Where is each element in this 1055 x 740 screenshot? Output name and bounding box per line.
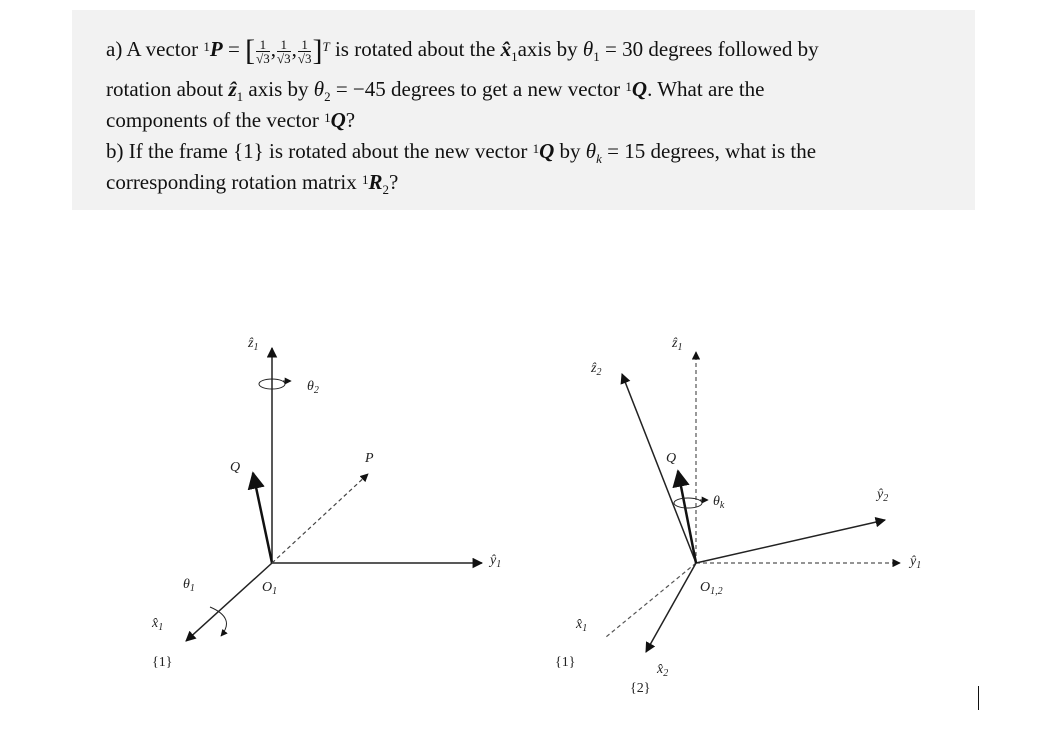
- right-x1-axis: [606, 563, 696, 637]
- left-o1-label: $O_1$: [262, 580, 278, 597]
- fraction-3: $\frac{1}{√3}$: [297, 36, 312, 66]
- right-y2-axis: [696, 520, 885, 563]
- problem-line-b1: b) If the frame {1} is rotated about the new vector $^1$Q by $\theta_k = 15$ degrees, what is the: [106, 139, 817, 167]
- problem-line-b2: corresponding rotation matrix $^1R_2$?: [106, 170, 399, 198]
- right-thetak-label: $\theta_k$: [713, 494, 725, 511]
- problem-line-a1: a) A vector $^1$P = [ $\frac{1}{√3}$ , $\frac{1}{√3}$ , $\frac{1}{√3}$ ]$^T$ is rotated about the $x̂_1axis$ by $\theta_1 = 30$ degrees followed by: [106, 34, 819, 68]
- right-x2-axis: [646, 563, 696, 652]
- right-x2-label: $x̂_2$: [657, 662, 669, 679]
- right-y2-label: $ŷ_2$: [877, 487, 889, 504]
- right-z1-label: ẑ$_1$: [672, 336, 683, 353]
- right-bracket: ]: [312, 34, 323, 68]
- right-x1-label: $x̂_1$: [576, 617, 588, 634]
- right-frame1-label: {1}: [555, 655, 576, 670]
- right-o12-label: $O_{1,2}$: [700, 580, 723, 597]
- fraction-2: $\frac{1}{√3}$: [276, 36, 291, 66]
- right-frame2-label: {2}: [630, 681, 651, 696]
- left-diagram: [151, 336, 501, 670]
- left-theta1-label: $\theta_1$: [183, 577, 195, 594]
- right-y1-label: $ŷ_1$: [910, 554, 922, 571]
- right-z2-label: ẑ$_2$: [591, 361, 602, 378]
- left-p-vector: [272, 474, 368, 563]
- left-theta2-label: $\theta_2$: [307, 379, 319, 396]
- left-p-label: P: [365, 451, 374, 466]
- right-q-vector: [678, 471, 696, 563]
- fraction-1: $\frac{1}{√3}$: [256, 36, 270, 66]
- right-q-label: Q: [666, 451, 677, 466]
- problem-line-a2: rotation about ẑ$_1$ axis by $\theta_2 = -45$ degrees to get a new vector $^1$Q. What are the: [106, 77, 765, 105]
- left-y1-label: $ŷ_1$: [490, 553, 502, 570]
- text-cursor: [978, 686, 979, 710]
- left-frame-label: {1}: [152, 655, 173, 670]
- left-x1-axis: [186, 563, 272, 641]
- right-z2-axis: [622, 374, 696, 563]
- problem-line-a3: components of the vector $^1$Q?: [106, 108, 356, 132]
- left-x1-label: $x̂_1$: [152, 616, 164, 633]
- right-diagram: [555, 336, 921, 696]
- left-z1-label: ẑ$_1$: [248, 336, 259, 353]
- left-bracket: [: [245, 34, 256, 68]
- left-q-label: Q: [230, 460, 241, 475]
- right-thetak-rotation-arc: [674, 498, 702, 508]
- left-theta1-rotation-arc: [210, 607, 226, 636]
- left-q-vector: [253, 473, 272, 563]
